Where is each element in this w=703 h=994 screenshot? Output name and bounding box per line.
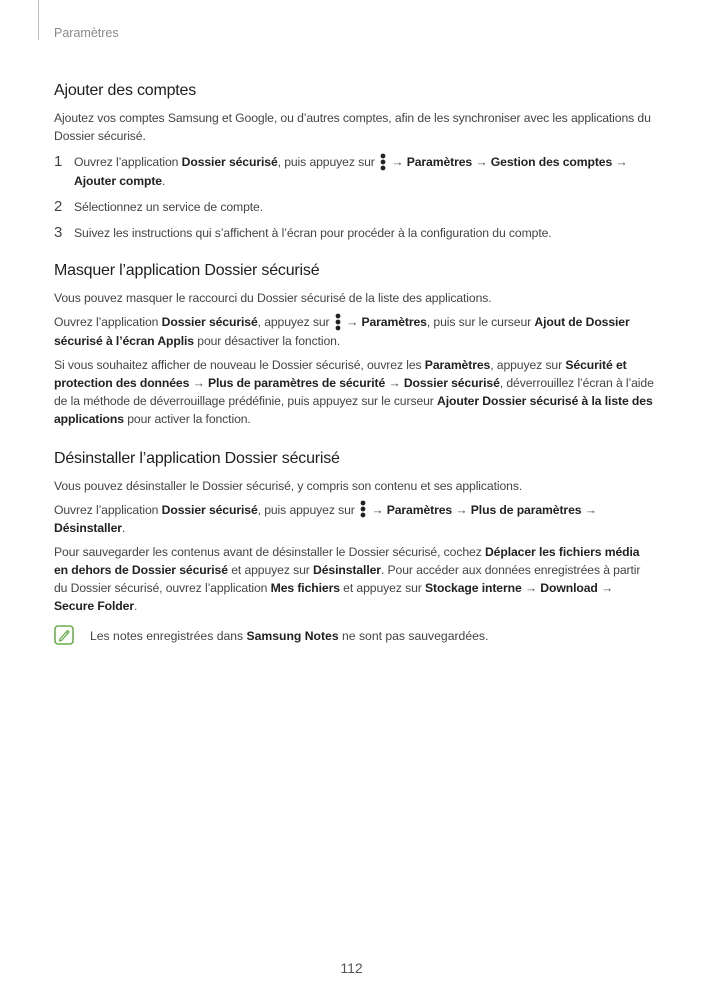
section-intro: Ajoutez vos comptes Samsung et Google, ou d’autres comptes, afin de les synchroniser avec les applications du Dossier sécurisé. <box>54 111 651 143</box>
text-run: → <box>342 314 362 329</box>
bold-term: Paramètres <box>361 314 427 329</box>
bold-term: Plus de paramètres de sécurité <box>207 375 386 390</box>
paragraph <box>54 543 654 615</box>
text-run: . Pour accéder aux données enregistrées à partir du Dossier sécurisé, ouvrez l’application <box>54 563 641 596</box>
section-heading-hide-app: Masquer l’application Dossier sécurisé <box>54 261 320 279</box>
text-run: Ouvrez l’application <box>74 155 182 169</box>
step-text: Sélectionnez un service de compte. <box>74 199 263 214</box>
text-run: → <box>597 581 614 596</box>
text-run: → <box>612 155 628 169</box>
bold-term: Dossier sécurisé <box>181 155 278 169</box>
text-run: → <box>368 502 387 517</box>
section-heading-add-accounts: Ajouter des comptes <box>54 82 197 99</box>
more-options-icon <box>378 153 388 171</box>
bold-term: Désinstaller <box>54 521 122 536</box>
text-run: . <box>133 599 138 614</box>
text-run: . <box>161 173 166 188</box>
text-run: → <box>388 155 407 169</box>
text-run: , déverrouillez l’écran à l’aide de la méthode de déverrouillage prédéfinie, puis appuyez sur le curseur <box>54 375 654 408</box>
text-run: → <box>472 155 491 169</box>
bold-term: Samsung Notes <box>246 629 339 644</box>
text-run: pour désactiver la fonction. <box>193 333 341 348</box>
bold-term: Download <box>540 581 598 596</box>
bold-term: Secure Folder <box>54 599 134 614</box>
bold-term: Paramètres <box>406 155 473 169</box>
text-run: et appuyez sur <box>227 563 314 578</box>
note-icon <box>54 625 74 645</box>
text-run: Les notes enregistrées dans <box>90 629 247 644</box>
section-heading-uninstall-app: Désinstaller l’application Dossier sécurisé <box>54 449 340 467</box>
more-options-icon <box>333 313 343 331</box>
text-run: . <box>121 521 126 536</box>
text-run: Pour sauvegarder les contenus avant de désinstaller le Dossier sécurisé, cochez <box>54 545 485 560</box>
step-3 <box>54 224 654 242</box>
note-text <box>90 627 488 645</box>
paragraph <box>54 313 654 350</box>
text-run: ne sont pas sauvegardées. <box>338 629 489 644</box>
step-2 <box>54 198 654 216</box>
text-run: , appuyez sur <box>490 357 566 372</box>
bold-term: Sécurité et protection des données <box>54 357 627 390</box>
step-text: Suivez les instructions qui s’affichent à l’écran pour procéder à la configuration du compte. <box>74 225 552 240</box>
bold-term: Paramètres <box>386 502 453 517</box>
step-1 <box>54 153 654 190</box>
text-run: , puis appuyez sur <box>257 502 359 517</box>
text-run: → <box>452 502 471 517</box>
bold-term: Ajouter compte <box>74 173 162 188</box>
bold-term: Gestion des comptes <box>490 155 613 169</box>
bold-term: Déplacer les fichiers média en dehors de Dossier sécurisé <box>54 545 640 578</box>
text-run: Ouvrez l’application <box>54 314 162 329</box>
bold-term: Ajouter Dossier sécurisé à la liste des applications <box>54 393 653 426</box>
bold-term: Dossier sécurisé <box>161 502 258 517</box>
text-run: Si vous souhaitez afficher de nouveau le Dossier sécurisé, ouvrez les <box>54 357 425 372</box>
bold-term: Stockage interne <box>425 581 522 596</box>
text-run: , appuyez sur <box>257 314 333 329</box>
bold-term: Plus de paramètres <box>470 502 582 517</box>
text-run: et appuyez sur <box>339 581 426 596</box>
text-run: , puis sur le curseur <box>426 314 535 329</box>
more-options-icon <box>358 500 368 518</box>
text-run: Ouvrez l’application <box>54 502 162 517</box>
text-run: → <box>581 502 597 517</box>
bold-term: Ajout de Dossier sécurisé à l’écran Applis <box>54 314 630 348</box>
step-text <box>74 153 654 190</box>
note-box <box>54 627 654 645</box>
paragraph: Vous pouvez désinstaller le Dossier sécurisé, y compris son contenu et ses applications. <box>54 478 523 493</box>
bold-term: Dossier sécurisé <box>403 375 500 390</box>
step-number: 3 <box>54 223 63 241</box>
step-number: 2 <box>54 197 63 215</box>
main-content <box>54 82 654 645</box>
page-header-title: Paramètres <box>54 26 119 40</box>
text-run: pour activer la fonction. <box>123 411 251 426</box>
page-number: 112 <box>340 960 363 976</box>
paragraph <box>54 356 654 428</box>
bold-term: Dossier sécurisé <box>161 314 258 329</box>
text-run: , puis appuyez sur <box>277 155 379 169</box>
text-run: → <box>521 581 541 596</box>
bold-term: Désinstaller <box>313 563 381 578</box>
paragraph: Vous pouvez masquer le raccourci du Dossier sécurisé de la liste des applications. <box>54 290 492 305</box>
bold-term: Mes fichiers <box>270 581 340 596</box>
header-divider <box>38 0 39 40</box>
bold-term: Paramètres <box>424 357 491 372</box>
text-run: → <box>385 375 404 390</box>
step-number: 1 <box>54 153 63 170</box>
paragraph <box>54 501 654 538</box>
text-run: → <box>189 375 208 390</box>
